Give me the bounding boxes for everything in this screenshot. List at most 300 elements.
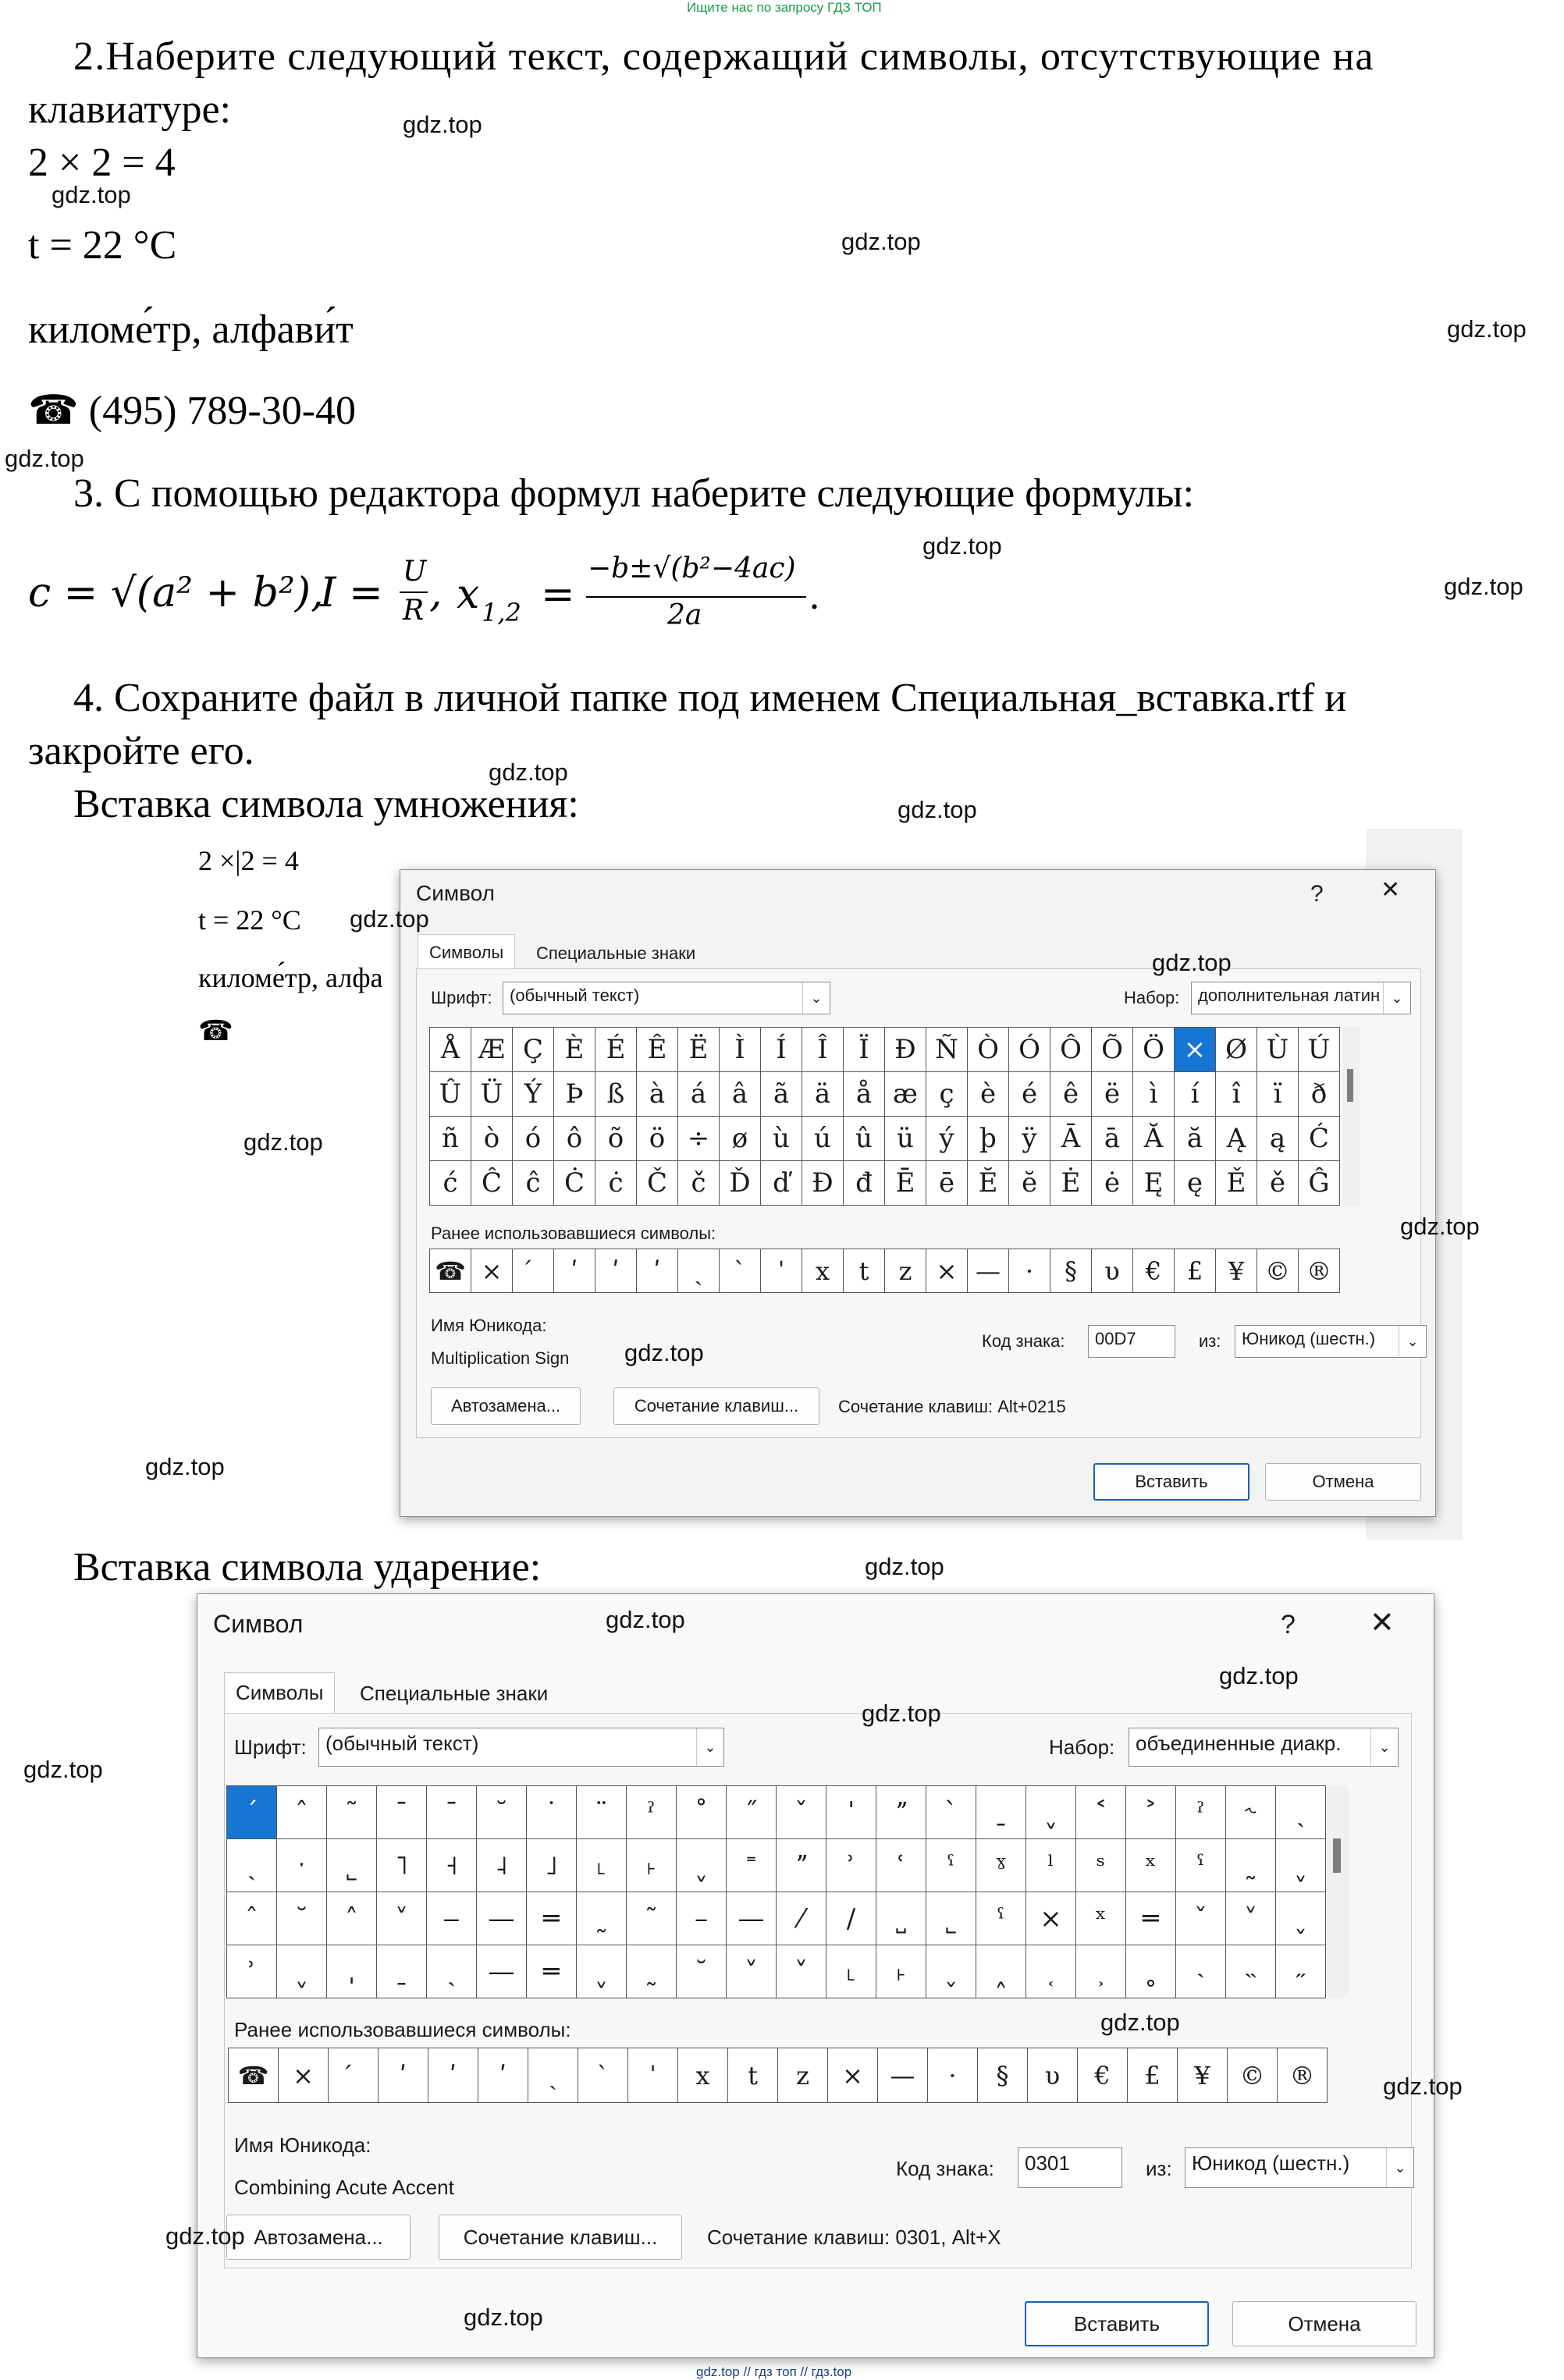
symbol-dialog-1 [400, 869, 1436, 1517]
symbol-cell[interactable]: Ĝ [1299, 1161, 1340, 1206]
symbol-cell[interactable]: ˷ [577, 1892, 627, 1945]
symbol-cell[interactable]: â [720, 1072, 761, 1117]
symbol-cell[interactable]: û [844, 1117, 885, 1161]
unicode-name: Combining Acute Accent [234, 2176, 454, 2199]
symbol-cell[interactable]: ˆ [227, 1892, 277, 1945]
symbol-cell[interactable]: Ę [1133, 1161, 1175, 1206]
close-button[interactable]: ✕ [1381, 877, 1401, 903]
watermark: gdz.top [23, 1756, 103, 1783]
symbol-cell[interactable]: ˰ [976, 1945, 1026, 1998]
symbol-cell[interactable]: ä [802, 1072, 844, 1117]
symbol-cell[interactable]: ˯ [926, 1945, 976, 1998]
symbol-cell[interactable]: Ā [1050, 1117, 1092, 1161]
symbol-cell[interactable]: ď [761, 1161, 802, 1206]
recent-symbol-cell[interactable] [513, 1249, 554, 1293]
tab-special-chars[interactable]: Специальные знаки [360, 1682, 549, 1705]
symbol-cell[interactable]: ˍ [976, 1786, 1026, 1839]
recent-symbol-cell[interactable]: ˈ [628, 2048, 678, 2103]
recent-label: Ранее использовавшиеся символы: [234, 2018, 571, 2041]
example-multiplication: 2 × 2 = 4 [28, 140, 176, 185]
symbol-cell[interactable]: ˀ [627, 1786, 677, 1839]
symbol-cell[interactable]: ˙ [527, 1786, 577, 1839]
recent-symbol-cell[interactable]: z [778, 2048, 828, 2103]
symbol-cell[interactable]: Ē [885, 1161, 926, 1206]
symbol-cell[interactable]: þ [968, 1117, 1009, 1161]
formula-i-lhs: I = [320, 570, 383, 616]
font-label: Шрифт: [431, 988, 492, 1007]
symbol-cell[interactable]: — [727, 1892, 777, 1945]
symbol-cell[interactable]: ó [513, 1117, 554, 1161]
symbol-cell[interactable]: ĕ [1009, 1161, 1050, 1206]
recent-symbol-cell[interactable]: x [802, 1249, 844, 1293]
formula-quadratic [457, 552, 862, 646]
symbol-cell[interactable]: ˁ [976, 1892, 1026, 1945]
symbol-cell[interactable]: ù [761, 1117, 802, 1161]
symbol-cell[interactable]: ˳ [1126, 1945, 1176, 1998]
symbol-cell[interactable]: Ú [1299, 1028, 1340, 1072]
symbol-cell[interactable]: Ċ [554, 1161, 595, 1206]
symbol-cell[interactable]: ˤ [1176, 1839, 1226, 1892]
symbol-cell[interactable]: ˘ [477, 1786, 527, 1839]
symbols-panel [224, 1713, 1412, 2268]
symbol-cell[interactable]: Ï [844, 1028, 885, 1072]
recent-symbol-cell[interactable]: ʹ [595, 1249, 637, 1293]
symbol-cell[interactable]: — [477, 1892, 527, 1945]
symbol-cell[interactable]: Å [430, 1028, 471, 1072]
chevron-down-icon: ⌄ [1399, 1326, 1426, 1357]
symbol-cell[interactable]: ˬ [577, 1945, 627, 1998]
symbol-cell[interactable]: ė [1092, 1161, 1133, 1206]
symbol-cell[interactable]: ˪ [577, 1839, 627, 1892]
recent-symbol-cell[interactable]: ¥ [1216, 1249, 1257, 1293]
task2-line1: 2.Наберите следующий текст, содержащий символы, отсутствующие на [73, 34, 1374, 79]
recent-symbol-cell[interactable]: ʹ [637, 1249, 678, 1293]
recent-symbol-cell[interactable]: × [279, 2048, 329, 2103]
symbol-cell[interactable]: Ê [637, 1028, 678, 1072]
symbol-cell[interactable]: ˨ [477, 1839, 527, 1892]
symbol-cell[interactable]: ˫ [627, 1839, 677, 1892]
symbol-cell[interactable]: ˉ [377, 1786, 427, 1839]
recent-symbol-cell[interactable]: © [1257, 1249, 1299, 1293]
recent-symbol-cell[interactable]: υ [1028, 2048, 1078, 2103]
symbol-cell[interactable]: ˄ [327, 1892, 377, 1945]
symbol-cell[interactable]: ˋ [926, 1786, 976, 1839]
symbol-cell[interactable]: ˜ [327, 1786, 377, 1839]
recent-symbol-cell[interactable]: ˈ [761, 1249, 802, 1293]
symbol-cell[interactable]: Ô [1050, 1028, 1092, 1072]
symbol-cell[interactable]: ˈ [826, 1786, 876, 1839]
recent-symbol-cell[interactable]: · [928, 2048, 978, 2103]
symbol-cell[interactable]: Ë [678, 1028, 720, 1072]
symbol-cell[interactable]: Č [637, 1161, 678, 1206]
symbol-cell[interactable]: á [678, 1072, 720, 1117]
watermark: gdz.top [1100, 2009, 1180, 2036]
set-value: дополнительная латин [1198, 986, 1381, 1005]
recent-symbol-cell[interactable]: × [471, 1249, 513, 1293]
symbol-cell[interactable]: ˇ [777, 1786, 826, 1839]
recent-symbol-cell[interactable]: ʹ [379, 2048, 428, 2103]
symbol-cell[interactable]: ═ [527, 1945, 577, 1998]
period: . [809, 574, 819, 618]
grid-scrollbar[interactable] [1342, 1027, 1360, 1206]
recent-symbol-cell[interactable]: § [1050, 1249, 1092, 1293]
symbol-cell[interactable]: ñ [430, 1117, 471, 1161]
symbol-cell[interactable]: Ă [1133, 1117, 1175, 1161]
from-label: из: [1146, 2157, 1172, 2180]
recent-symbol-cell[interactable]: × [828, 2048, 878, 2103]
symbol-cell[interactable]: à [637, 1072, 678, 1117]
symbol-cell[interactable]: Ą [1216, 1117, 1257, 1161]
task4-line2: закройте его. [28, 729, 254, 773]
recent-symbol-cell[interactable]: t [728, 2048, 778, 2103]
symbol-cell[interactable]: ˅ [1226, 1892, 1276, 1945]
recent-symbols [429, 1249, 1340, 1293]
symbol-cell[interactable]: ˎ [227, 1839, 277, 1892]
watermark: gdz.top [403, 111, 482, 138]
symbol-cell[interactable]: ü [885, 1117, 926, 1161]
symbol-cell[interactable]: × [1026, 1892, 1076, 1945]
symbol-cell[interactable]: Ĕ [968, 1161, 1009, 1206]
recent-symbol-cell[interactable]: — [878, 2048, 928, 2103]
fraction-bar [586, 596, 806, 598]
set-label: Набор: [1124, 988, 1180, 1007]
formula-x-sub: 1,2 [482, 598, 521, 627]
shortcut-button[interactable]: Сочетание клавиш... [613, 1387, 819, 1425]
recent-symbol-cell[interactable]: υ [1092, 1249, 1133, 1293]
symbol-cell[interactable]: Ė [1050, 1161, 1092, 1206]
unicode-name-label: Имя Юникода: [234, 2133, 371, 2157]
symbol-cell[interactable]: ¨ [577, 1786, 627, 1839]
symbol-cell[interactable]: ē [926, 1161, 968, 1206]
symbol-cell[interactable]: ˴ [1176, 1945, 1226, 1998]
symbol-cell[interactable]: Ù [1257, 1028, 1299, 1072]
symbol-cell[interactable]: Ì [720, 1028, 761, 1072]
symbol-cell[interactable]: ö [637, 1117, 678, 1161]
code-input[interactable] [1088, 1325, 1175, 1358]
symbol-cell[interactable]: ý [926, 1117, 968, 1161]
symbol-cell[interactable]: Ď [720, 1161, 761, 1206]
symbol-cell[interactable]: ˂ [1076, 1786, 1126, 1839]
from-value: Юникод (шестн.) [1242, 1329, 1376, 1348]
watermark: gdz.top [5, 445, 84, 472]
recent-symbol-cell[interactable]: × [926, 1249, 968, 1293]
symbol-cell[interactable]: ˮ [777, 1839, 826, 1892]
autocorrect-button[interactable]: Автозамена... [226, 2215, 411, 2260]
symbol-cell[interactable]: ˝ [727, 1786, 777, 1839]
watermark: gdz.top [464, 2304, 543, 2331]
symbol-cell[interactable]: č [678, 1161, 720, 1206]
symbol-cell[interactable]: ø [720, 1117, 761, 1161]
symbol-cell[interactable]: ă [1175, 1117, 1216, 1161]
symbol-cell[interactable]: ˠ [976, 1839, 1026, 1892]
symbol-cell[interactable]: ʾ [227, 1945, 277, 1998]
bottom-banner: gdz.top // гдз топ // гдз.top [696, 2364, 852, 2379]
chevron-down-icon: ⌄ [696, 1728, 723, 1766]
telephone-icon[interactable]: ☎ [229, 2048, 279, 2103]
symbol-cell[interactable]: ˅ [377, 1892, 427, 1945]
formula-eq: = [541, 571, 575, 618]
symbol-cell[interactable]: ═ [1126, 1892, 1176, 1945]
symbol-cell[interactable]: ˬ [1276, 1839, 1326, 1892]
watermark: gdz.top [1444, 573, 1523, 600]
symbol-cell[interactable]: ˌ [327, 1945, 377, 1998]
symbol-cell[interactable]: ą [1257, 1117, 1299, 1161]
symbol-cell[interactable]: Ò [968, 1028, 1009, 1072]
insert-button[interactable]: Вставить [1025, 2301, 1209, 2346]
recent-symbol-cell[interactable]: ʹ [554, 1249, 595, 1293]
symbol-cell[interactable]: Ñ [926, 1028, 968, 1072]
symbols-panel [416, 968, 1421, 1438]
symbol-cell[interactable]: ì [1133, 1072, 1175, 1117]
symbol-cell[interactable]: ˍ [377, 1945, 427, 1998]
symbol-cell[interactable]: ¯ [427, 1786, 477, 1839]
task4-line1: 4. Сохраните файл в личной папке под именем Специальная_вставка.rtf и [73, 676, 1347, 720]
symbol-cell[interactable]: ć [430, 1161, 471, 1206]
symbol-cell[interactable]: Đ [802, 1161, 844, 1206]
symbol-cell[interactable]: ę [1175, 1161, 1216, 1206]
symbol-cell[interactable]: Õ [1092, 1028, 1133, 1072]
recent-symbol-cell[interactable]: ¥ [1178, 2048, 1228, 2103]
symbol-cell[interactable]: ˏ [427, 1945, 477, 1998]
symbol-cell[interactable]: ˡ [1026, 1839, 1076, 1892]
symbol-cell[interactable]: ʿ [876, 1839, 926, 1892]
autocorrect-button[interactable]: Автозамена... [431, 1387, 581, 1425]
symbol-cell[interactable]: Ð [885, 1028, 926, 1072]
set-select[interactable] [1129, 1728, 1399, 1767]
doc-line-1: 2 ×|2 = 4 [198, 845, 299, 876]
symbol-cell[interactable]: ˑ [277, 1839, 327, 1892]
recent-symbol-cell[interactable]: ʹ [428, 2048, 478, 2103]
symbol-cell[interactable]: ò [471, 1117, 513, 1161]
watermark: gdz.top [862, 1700, 941, 1727]
symbol-cell[interactable]: Ć [1299, 1117, 1340, 1161]
symbol-cell[interactable]: ˱ [1026, 1945, 1076, 1998]
symbol-cell[interactable]: Î [802, 1028, 844, 1072]
symbol-cell[interactable]: ï [1257, 1072, 1299, 1117]
recent-symbol-cell[interactable]: — [968, 1249, 1009, 1293]
scrollbar-thumb[interactable] [1333, 1838, 1341, 1873]
symbol-cell[interactable]: ˷ [1226, 1839, 1276, 1892]
symbol-cell[interactable]: ˞ [1226, 1786, 1276, 1839]
symbol-cell[interactable]: ˾ [327, 1839, 377, 1892]
font-label: Шрифт: [234, 1735, 307, 1759]
code-label: Код знака: [982, 1331, 1065, 1351]
symbol-cell[interactable]: Þ [554, 1072, 595, 1117]
recent-symbol-cell[interactable]: § [978, 2048, 1028, 2103]
symbol-cell[interactable]: ċ [595, 1161, 637, 1206]
symbol-cell[interactable]: × [1175, 1028, 1216, 1072]
watermark: gdz.top [145, 1453, 225, 1480]
help-button[interactable]: ? [1310, 881, 1324, 907]
cancel-button[interactable]: Отмена [1265, 1463, 1421, 1501]
symbol-cell[interactable]: ç [926, 1072, 968, 1117]
symbol-cell[interactable]: ˷ [627, 1945, 677, 1998]
scrollbar-thumb[interactable] [1347, 1069, 1353, 1102]
symbol-cell[interactable]: ˏ [1276, 1786, 1326, 1839]
watermark: gdz.top [1219, 1662, 1299, 1689]
symbol-cell[interactable]: ˬ [1026, 1786, 1076, 1839]
font-select[interactable] [503, 982, 830, 1014]
grid-scrollbar[interactable] [1327, 1785, 1349, 1998]
symbol-cell[interactable]: ˅ [727, 1945, 777, 1998]
symbol-cell[interactable]: ˣ [1076, 1892, 1126, 1945]
tab-symbols[interactable]: Символы [224, 1672, 335, 1713]
recent-symbol-cell[interactable]: € [1133, 1249, 1175, 1293]
symbol-cell[interactable]: ˁ [926, 1839, 976, 1892]
comma: , [429, 570, 443, 616]
recent-symbol-cell[interactable]: ® [1278, 2048, 1328, 2103]
symbol-cell[interactable]: î [1216, 1072, 1257, 1117]
recent-label: Ранее использовавшиеся символы: [431, 1224, 716, 1243]
insert-button[interactable]: Вставить [1093, 1463, 1249, 1501]
symbol-cell[interactable]: ˲ [1076, 1945, 1126, 1998]
symbol-cell[interactable]: — [477, 1945, 527, 1998]
symbol-cell[interactable]: ě [1257, 1161, 1299, 1206]
fraction-bar [400, 591, 428, 593]
symbol-cell[interactable]: Í [761, 1028, 802, 1072]
symbol-cell[interactable]: Û [430, 1072, 471, 1117]
example-phone: ☎ (495) 789-30-40 [28, 389, 357, 433]
symbol-cell[interactable]: É [595, 1028, 637, 1072]
symbol-cell[interactable]: ‒ [427, 1892, 477, 1945]
symbol-cell[interactable]: Ø [1216, 1028, 1257, 1072]
watermark: gdz.top [165, 2222, 245, 2250]
recent-symbol-cell[interactable]: ʹ [478, 2048, 528, 2103]
symbol-cell[interactable]: ê [1050, 1072, 1092, 1117]
watermark: gdz.top [350, 905, 429, 932]
recent-symbol-cell[interactable]: · [1009, 1249, 1050, 1293]
recent-symbol-cell[interactable]: £ [1175, 1249, 1216, 1293]
shortcut-button[interactable]: Сочетание клавиш... [439, 2215, 682, 2260]
recent-symbol-cell[interactable]: t [844, 1249, 885, 1293]
tab-symbols[interactable]: Символы [418, 934, 515, 971]
from-select[interactable] [1185, 2147, 1414, 2188]
symbol-cell[interactable]: Æ [471, 1028, 513, 1072]
symbol-cell[interactable]: ã [761, 1072, 802, 1117]
from-select[interactable] [1235, 1325, 1427, 1358]
recent-symbol-cell[interactable]: z [885, 1249, 926, 1293]
symbol-cell[interactable]: ⁄ [777, 1892, 826, 1945]
symbol-cell[interactable]: Ě [1216, 1161, 1257, 1206]
recent-symbol-cell[interactable]: ˏ [678, 1249, 720, 1293]
symbol-cell[interactable]: ß [595, 1072, 637, 1117]
symbol-cell[interactable]: ═ [527, 1892, 577, 1945]
symbol-cell[interactable]: ˊ [227, 1786, 277, 1839]
recent-symbol-cell[interactable]: © [1228, 2048, 1278, 2103]
symbol-cell[interactable]: ˥ [377, 1839, 427, 1892]
symbol-cell[interactable]: ˇ [1176, 1892, 1226, 1945]
symbol-cell[interactable]: Ĉ [471, 1161, 513, 1206]
symbol-cell[interactable]: ú [802, 1117, 844, 1161]
symbol-cell[interactable]: ÿ [1009, 1117, 1050, 1161]
close-button[interactable]: ✕ [1370, 1607, 1395, 1639]
symbol-cell[interactable]: ÷ [678, 1117, 720, 1161]
symbol-cell[interactable]: đ [844, 1161, 885, 1206]
symbol-cell[interactable]: ˆ [277, 1786, 327, 1839]
symbol-cell[interactable]: ˭ [727, 1839, 777, 1892]
task3-line: 3. С помощью редактора формул наберите следующие формулы: [73, 471, 1195, 516]
symbol-cell[interactable]: ˯ [1276, 1892, 1326, 1945]
code-value: 0301 [1025, 2151, 1070, 2175]
symbol-cell[interactable]: ˬ [277, 1945, 327, 1998]
symbol-cell[interactable]: Ç [513, 1028, 554, 1072]
recent-symbol-cell[interactable]: x [678, 2048, 728, 2103]
telephone-icon[interactable]: ☎ [430, 1249, 471, 1293]
example-temperature: t = 22 °C [28, 223, 177, 268]
symbol-cell[interactable]: – [677, 1892, 727, 1945]
symbol-cell[interactable]: Ö [1133, 1028, 1175, 1072]
tab-special-chars[interactable]: Специальные знаки [536, 943, 696, 963]
cancel-button[interactable]: Отмена [1232, 2301, 1416, 2346]
symbol-cell[interactable]: ˅ [777, 1945, 826, 1998]
symbol-cell[interactable]: ˢ [1076, 1839, 1126, 1892]
caption-multiplication: Вставка символа умножения: [73, 782, 579, 826]
symbol-cell[interactable]: ʾ [826, 1839, 876, 1892]
symbol-cell[interactable]: ð [1299, 1072, 1340, 1117]
symbol-cell[interactable]: ˀ [1176, 1786, 1226, 1839]
recent-symbol-cell[interactable]: € [1078, 2048, 1128, 2103]
top-banner: Ищите нас по запросу ГДЗ ТОП [687, 0, 882, 15]
symbol-cell[interactable]: ˮ [876, 1786, 926, 1839]
symbol-cell[interactable]: Ü [471, 1072, 513, 1117]
symbol-cell[interactable]: é [1009, 1072, 1050, 1117]
symbol-cell[interactable]: ∕ [826, 1892, 876, 1945]
watermark: gdz.top [1400, 1213, 1480, 1240]
recent-symbol-cell[interactable] [329, 2048, 379, 2103]
symbol-cell[interactable]: ā [1092, 1117, 1133, 1161]
help-button[interactable]: ? [1281, 1610, 1296, 1639]
symbol-cell[interactable]: Ó [1009, 1028, 1050, 1072]
symbol-cell[interactable]: ˘ [677, 1945, 727, 1998]
symbol-cell[interactable]: ô [554, 1117, 595, 1161]
symbol-cell[interactable]: å [844, 1072, 885, 1117]
recent-symbol-cell[interactable]: ˏ [528, 2048, 578, 2103]
symbol-cell[interactable]: ˫ [876, 1945, 926, 1998]
recent-symbol-cell[interactable]: £ [1128, 2048, 1178, 2103]
symbol-cell[interactable]: ĉ [513, 1161, 554, 1206]
symbol-cell[interactable]: ˬ [677, 1839, 727, 1892]
symbol-cell[interactable]: ˽ [876, 1892, 926, 1945]
symbol-cell[interactable]: è [968, 1072, 1009, 1117]
symbol-cell[interactable]: ˜ [627, 1892, 677, 1945]
watermark: gdz.top [624, 1339, 704, 1366]
symbol-cell[interactable]: ˘ [277, 1892, 327, 1945]
symbol-cell[interactable]: õ [595, 1117, 637, 1161]
symbol-cell[interactable]: æ [885, 1072, 926, 1117]
symbol-cell[interactable]: ˪ [826, 1945, 876, 1998]
set-select[interactable] [1191, 982, 1411, 1014]
symbol-cell[interactable]: È [554, 1028, 595, 1072]
symbol-cell[interactable]: ˵ [1226, 1945, 1276, 1998]
recent-symbol-cell[interactable]: ˋ [578, 2048, 628, 2103]
task2-line2: клавиатуре: [28, 87, 231, 132]
symbol-cell[interactable]: í [1175, 1072, 1216, 1117]
symbol-cell[interactable]: ˚ [677, 1786, 727, 1839]
symbol-cell[interactable]: ˃ [1126, 1786, 1176, 1839]
recent-symbol-cell[interactable]: ˋ [720, 1249, 761, 1293]
code-input[interactable] [1018, 2147, 1122, 2188]
symbol-cell[interactable]: Ý [513, 1072, 554, 1117]
symbol-cell[interactable]: ë [1092, 1072, 1133, 1117]
symbol-cell[interactable]: ˶ [1276, 1945, 1326, 1998]
formula-x-den: 2a [667, 599, 702, 631]
symbol-cell[interactable]: ˩ [527, 1839, 577, 1892]
symbol-cell[interactable]: ˧ [427, 1839, 477, 1892]
font-select[interactable] [318, 1728, 724, 1767]
symbol-cell[interactable]: ˾ [926, 1892, 976, 1945]
symbol-cell[interactable]: ˣ [1126, 1839, 1176, 1892]
recent-symbol-cell[interactable]: ® [1299, 1249, 1340, 1293]
